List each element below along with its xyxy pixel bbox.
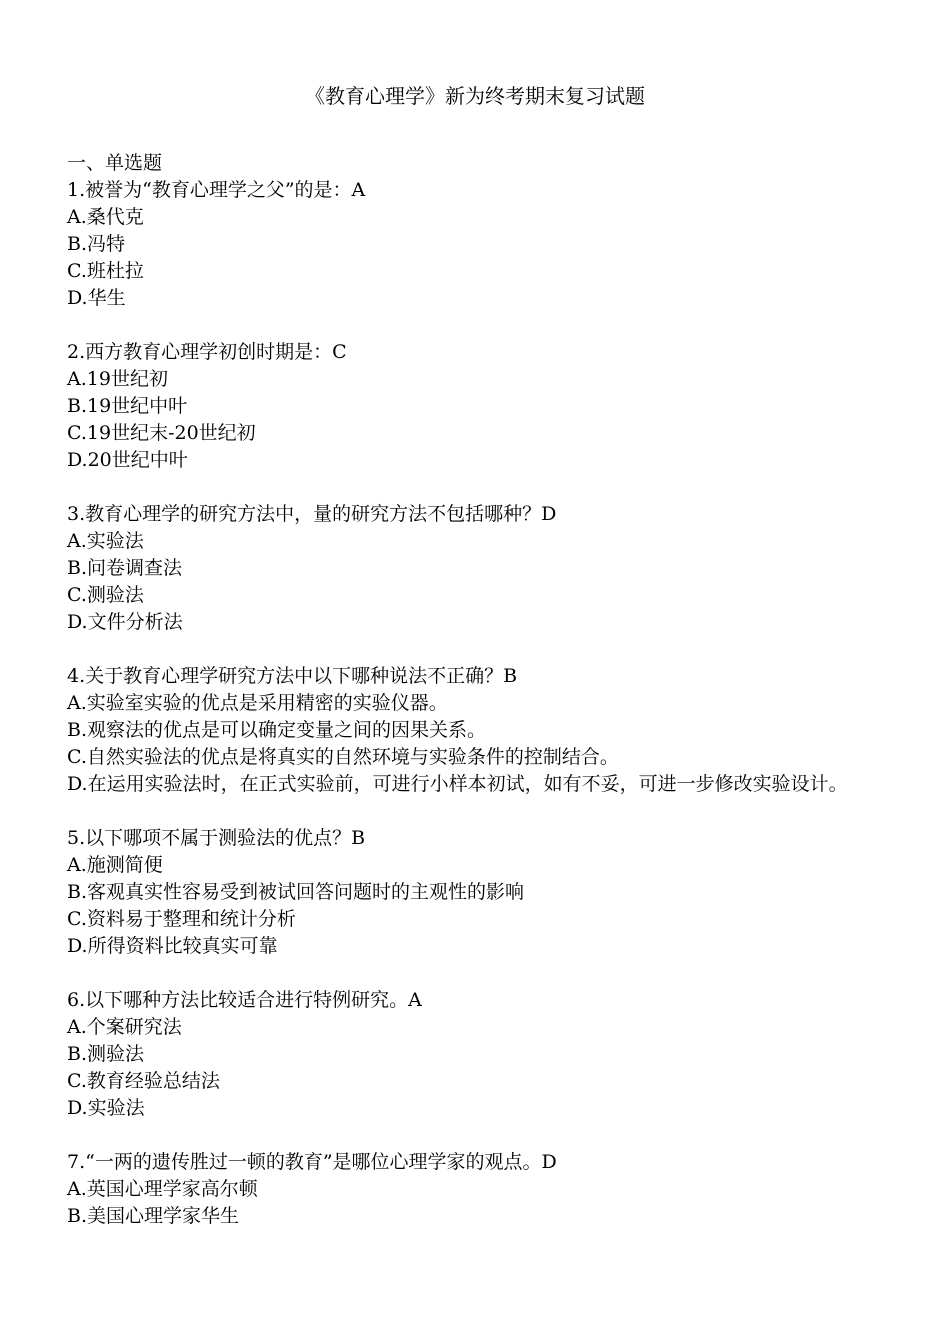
question-stem: 1.被誉为“教育心理学之父”的是：A <box>67 179 366 201</box>
option-a: A.施测简便 <box>67 854 163 876</box>
question-stem: 3.教育心理学的研究方法中，量的研究方法不包括哪种？D <box>67 503 557 525</box>
option-a: A.实验室实验的优点是采用精密的实验仪器。 <box>67 692 448 714</box>
option-c: C.19世纪末-20世纪初 <box>67 422 256 444</box>
question-stem: 5.以下哪项不属于测验法的优点？B <box>67 827 366 849</box>
option-c: C.资料易于整理和统计分析 <box>67 908 296 930</box>
question-4 <box>67 663 889 798</box>
option-d: D.20世纪中叶 <box>67 449 188 471</box>
question-7 <box>67 1149 889 1230</box>
option-d: D.文件分析法 <box>67 611 183 633</box>
option-c: C.教育经验总结法 <box>67 1070 220 1092</box>
option-a: A.19世纪初 <box>67 368 168 390</box>
question-6 <box>67 987 889 1122</box>
page-title: 《教育心理学》新为终考期末复习试题 <box>305 84 645 108</box>
option-b: B.美国心理学家华生 <box>67 1205 240 1227</box>
option-b: B.测验法 <box>67 1043 145 1065</box>
question-2 <box>67 339 889 474</box>
question-stem: 4.关于教育心理学研究方法中以下哪种说法不正确？B <box>67 665 518 687</box>
document-content <box>67 150 889 1257</box>
option-a: A.英国心理学家高尔顿 <box>67 1178 258 1200</box>
option-a: A.实验法 <box>67 530 144 552</box>
option-d: D.所得资料比较真实可靠 <box>67 935 278 957</box>
option-c: C.班杜拉 <box>67 260 144 282</box>
option-b: B.问卷调查法 <box>67 557 183 579</box>
question-stem: 6.以下哪种方法比较适合进行特例研究。A <box>67 989 422 1011</box>
question-stem: 7.“一两的遗传胜过一顿的教育”是哪位心理学家的观点。D <box>67 1151 557 1173</box>
option-a: A.个案研究法 <box>67 1016 182 1038</box>
option-b: B.客观真实性容易受到被试回答问题时的主观性的影响 <box>67 881 525 903</box>
option-b: B.观察法的优点是可以确定变量之间的因果关系。 <box>67 719 487 741</box>
option-c: C.测验法 <box>67 584 144 606</box>
question-stem: 2.西方教育心理学初创时期是：C <box>67 341 347 363</box>
option-d: D.实验法 <box>67 1097 145 1119</box>
option-c: C.自然实验法的优点是将真实的自然环境与实验条件的控制结合。 <box>67 746 619 768</box>
section-heading: 一、单选题 <box>67 152 163 174</box>
option-d: D.在运用实验法时，在正式实验前，可进行小样本初试，如有不妥，可进一步修改实验设计。 <box>67 773 848 795</box>
option-b: B.19世纪中叶 <box>67 395 188 417</box>
question-1 <box>67 177 889 312</box>
question-3 <box>67 501 889 636</box>
question-5 <box>67 825 889 960</box>
option-a: A.桑代克 <box>67 206 144 228</box>
option-b: B.冯特 <box>67 233 126 255</box>
option-d: D.华生 <box>67 287 126 309</box>
